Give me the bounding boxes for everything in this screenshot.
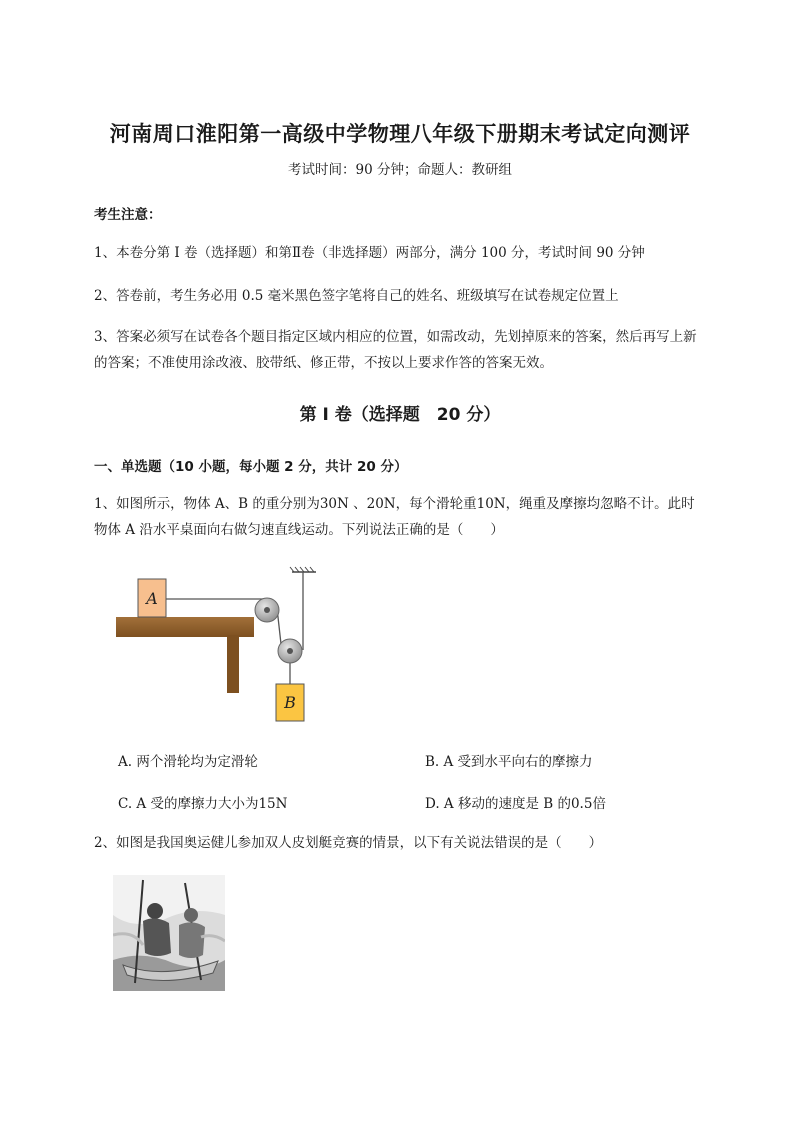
question-1-text-cont: 物体 A 沿水平桌面向右做匀速直线运动。下列说法正确的是（ ） <box>94 522 504 538</box>
notice-item-1: 1、本卷分第 I 卷（选择题）和第Ⅱ卷（非选择题）两部分，满分 100 分，考试时间 90 分钟 <box>94 245 645 261</box>
part-heading: 一、单选题（10 小题，每小题 2 分，共计 20 分） <box>94 459 408 475</box>
notice-heading: 考生注意： <box>94 207 162 223</box>
photo-head-right <box>184 908 198 922</box>
q1-option-c[interactable]: C. A 受的摩擦力大小为15N <box>118 796 288 812</box>
section-title: 第 I 卷（选择题 20 分） <box>299 405 501 425</box>
photo-head-left <box>147 903 163 919</box>
pulley-diagram <box>110 562 330 732</box>
movable-pulley-axle <box>287 648 293 654</box>
notice-item-2: 2、答卷前，考生务必用 0.5 毫米黑色签字笔将自己的姓名、班级填写在试卷规定位置上 <box>94 288 619 304</box>
fixed-pulley-axle <box>264 607 270 613</box>
question-1-text: 1、如图所示，物体 A、B 的重分别为30N 、20N，每个滑轮重10N，绳重及摩擦均忽略不计。此时 <box>94 496 695 512</box>
q1-option-a[interactable]: A. 两个滑轮均为定滑轮 <box>118 754 258 770</box>
photo-body-left <box>143 918 171 956</box>
exam-info: 考试时间：90 分钟；命题人：教研组 <box>288 162 512 178</box>
q1-option-d[interactable]: D. A 移动的速度是 B 的0.5倍 <box>425 796 606 812</box>
block-a-label: A <box>146 589 158 608</box>
question-2-text: 2、如图是我国奥运健儿参加双人皮划艇竞赛的情景，以下有关说法错误的是（ ） <box>94 835 603 851</box>
notice-item-3: 3、答案必须写在试卷各个题目指定区域内相应的位置，如需改动，先划掉原来的答案，然后再写上新 <box>94 329 697 345</box>
table-top <box>116 617 254 637</box>
notice-item-3-cont: 的答案；不准使用涂改液、胶带纸、修正带，不按以上要求作答的答案无效。 <box>94 355 553 371</box>
page-title: 河南周口淮阳第一高级中学物理八年级下册期末考试定向测评 <box>109 122 691 146</box>
block-b-label: B <box>284 693 296 712</box>
canoe-photo <box>113 875 225 991</box>
photo-body-right <box>179 922 205 958</box>
table-leg <box>227 635 239 693</box>
q1-option-b[interactable]: B. A 受到水平向右的摩擦力 <box>425 754 593 770</box>
